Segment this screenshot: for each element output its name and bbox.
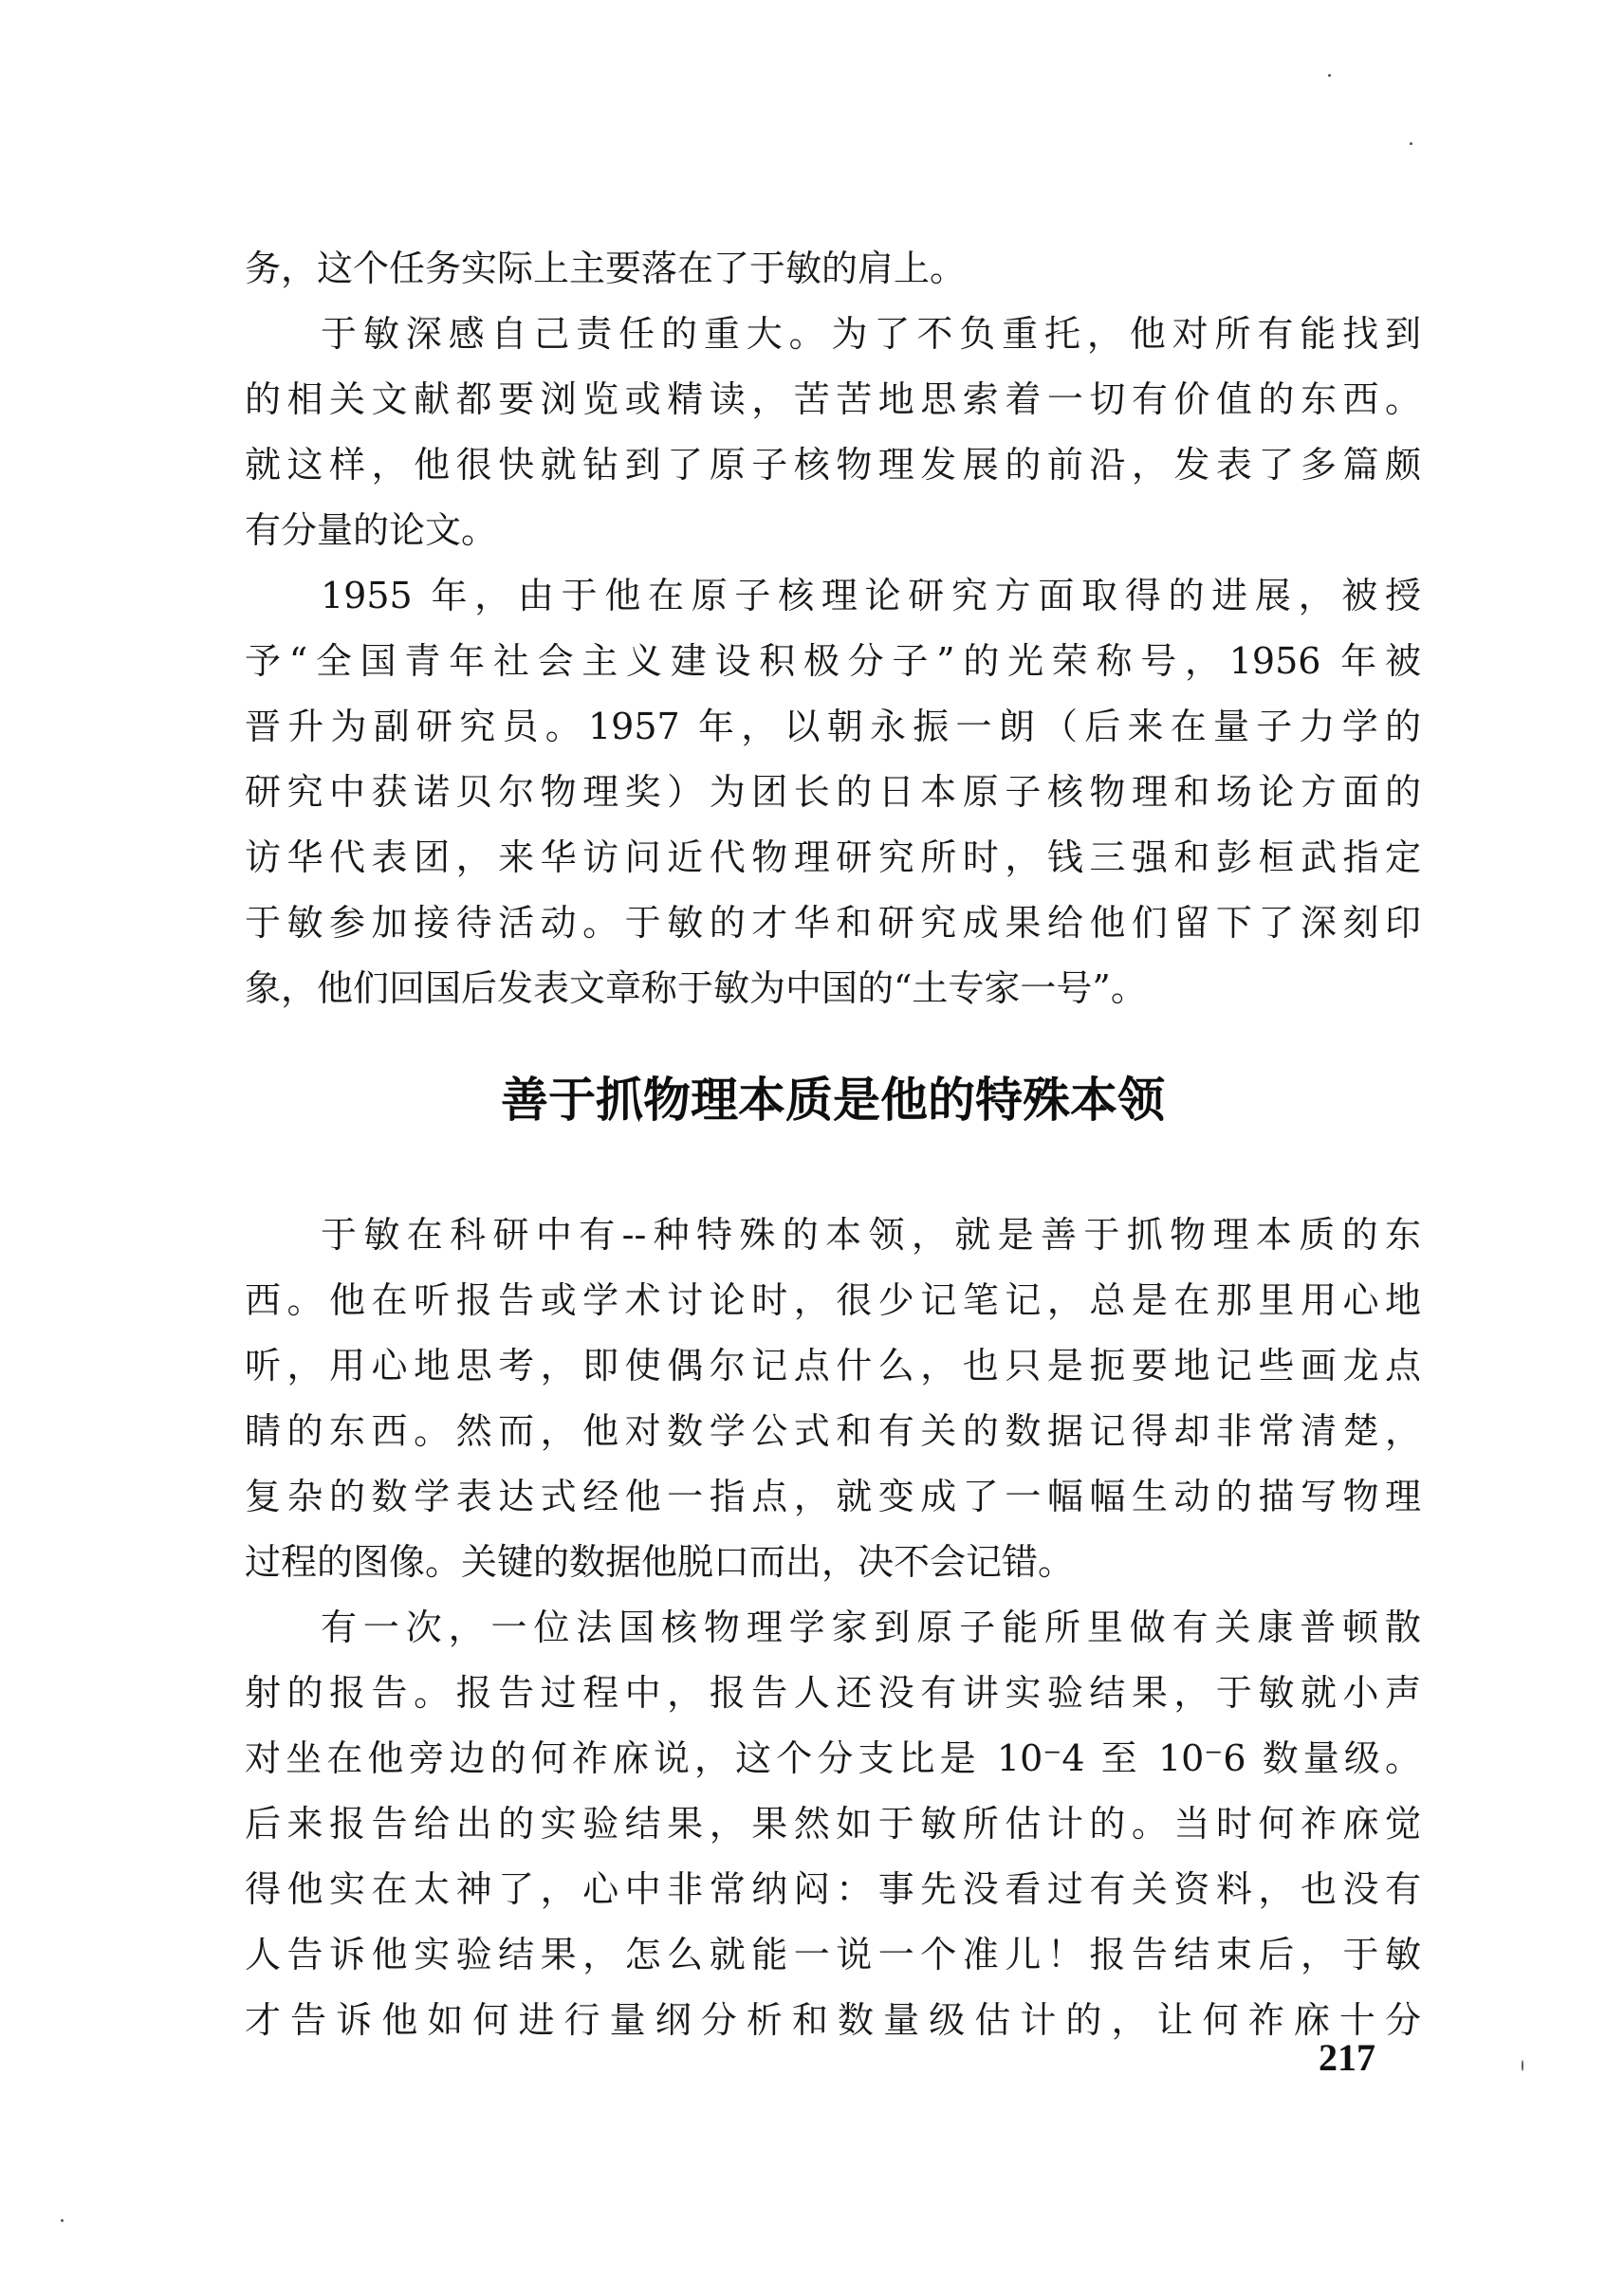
text-line: 晋升为副研究员。1957 年，以朝永振一朗（后来在量子力学的 xyxy=(245,706,1421,747)
text-line: 复杂的数学表达式经他一指点，就变成了一幅幅生动的描写物理 xyxy=(245,1476,1421,1517)
scan-speck xyxy=(1328,74,1331,77)
text-line: 才告诉他如何进行量纲分析和数量级估计的，让何祚庥十分 xyxy=(245,1999,1421,2041)
text-line: 有一次，一位法国核物理学家到原子能所里做有关康普顿散 xyxy=(321,1607,1421,1648)
text-line: 1955 年，由于他在原子核理论研究方面取得的进展，被授 xyxy=(321,575,1421,616)
text-line: 西。他在听报告或学术讨论时，很少记笔记，总是在那里用心地 xyxy=(245,1279,1421,1321)
text-line: 对坐在他旁边的何祚庥说，这个分支比是 10⁻4 至 10⁻6 数量级。 xyxy=(245,1737,1421,1779)
text-line: 有分量的论文。 xyxy=(245,509,498,551)
text-line: 后来报告给出的实验结果，果然如于敏所估计的。当时何祚庥觉 xyxy=(245,1803,1421,1845)
page-number: 217 xyxy=(1319,2036,1375,2079)
section-heading: 善于抓物理本质是他的特殊本领 xyxy=(501,1073,1165,1128)
text-line: 人告诉他实验结果，怎么就能一说一个准儿！报告结束后，于敏 xyxy=(245,1934,1421,1975)
scan-speck xyxy=(1522,2060,1523,2071)
text-line: 访华代表团，来华访问近代物理研究所时，钱三强和彭桓武指定 xyxy=(245,836,1421,878)
text-line: 象，他们回国后发表文章称于敏为中国的“土专家一号”。 xyxy=(245,967,1147,1009)
scan-speck xyxy=(61,2219,64,2222)
text-line: 于敏参加接待活动。于敏的才华和研究成果给他们留下了深刻印 xyxy=(245,902,1421,944)
text-line: 务，这个任务实际上主要落在了于敏的肩上。 xyxy=(245,248,967,289)
text-line: 听，用心地思考，即使偶尔记点什么，也只是扼要地记些画龙点 xyxy=(245,1345,1421,1387)
text-line: 于敏深感自己责任的重大。为了不负重托，他对所有能找到 xyxy=(321,313,1421,355)
text-line: 就这样，他很快就钻到了原子核物理发展的前沿，发表了多篇颇 xyxy=(245,444,1421,486)
text-line: 过程的图像。关键的数据他脱口而出，决不会记错。 xyxy=(245,1541,1075,1583)
text-line: 睛的东西。然而，他对数学公式和有关的数据记得却非常清楚， xyxy=(245,1410,1421,1452)
text-line: 于敏在科研中有--种特殊的本领，就是善于抓物理本质的东 xyxy=(321,1214,1421,1256)
scan-speck xyxy=(1410,142,1412,145)
text-line: 研究中获诺贝尔物理奖）为团长的日本原子核物理和场论方面的 xyxy=(245,771,1421,813)
text-line: 得他实在太神了，心中非常纳闷：事先没看过有关资料，也没有 xyxy=(245,1868,1421,1910)
text-line: 射的报告。报告过程中，报告人还没有讲实验结果，于敏就小声 xyxy=(245,1672,1421,1714)
text-line: 予“全国青年社会主义建设积极分子”的光荣称号，1956 年被 xyxy=(245,640,1421,682)
text-line: 的相关文献都要浏览或精读，苦苦地思索着一切有价值的东西。 xyxy=(245,378,1421,420)
